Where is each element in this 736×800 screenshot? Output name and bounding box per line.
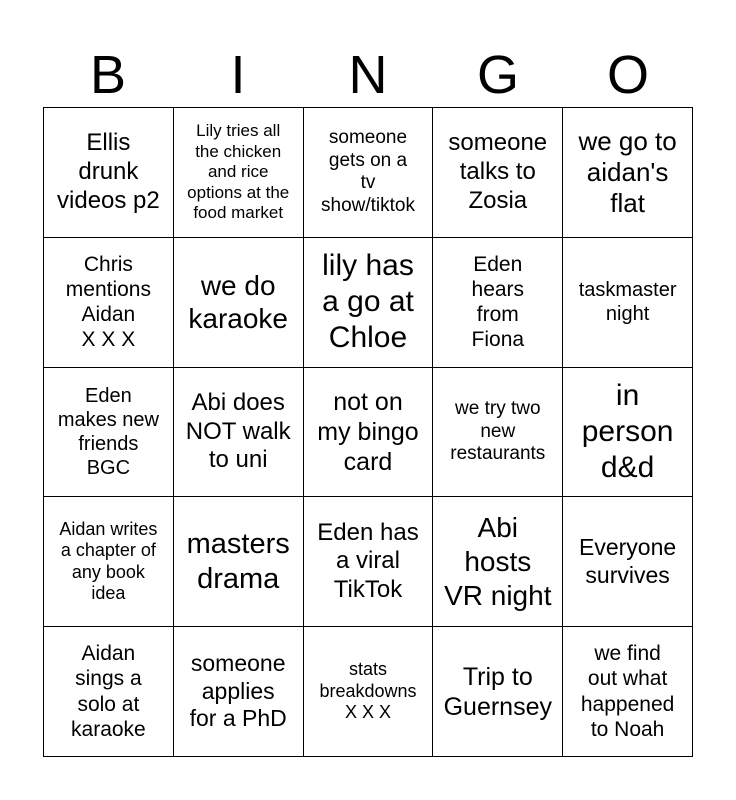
bingo-cell-text: someone applies for a PhD — [189, 650, 287, 732]
bingo-cell-text: Eden makes new friends BGC — [57, 384, 159, 479]
bingo-cell[interactable] — [44, 238, 174, 368]
bingo-cell[interactable] — [44, 497, 174, 627]
bingo-cell-text: we try two new restaurants — [450, 397, 546, 465]
bingo-cell[interactable] — [563, 627, 693, 757]
header-letter-n: N — [348, 45, 388, 105]
bingo-cell[interactable] — [44, 368, 174, 498]
bingo-cell[interactable] — [44, 627, 174, 757]
bingo-cell-text: Eden hears from Fiona — [471, 252, 525, 352]
bingo-cell-text: we go to aidan's flat — [578, 125, 677, 218]
bingo-cell[interactable] — [433, 627, 563, 757]
bingo-cell-text: someone talks to Zosia — [448, 129, 548, 214]
bingo-card-grid — [43, 107, 693, 757]
bingo-cell-text: Chris mentions Aidan X X X — [65, 252, 151, 352]
bingo-cell-text: not on my bingo card — [317, 387, 419, 476]
bingo-cell-text: Lily tries all the chicken and rice options at the food market — [187, 121, 290, 222]
header-letter-g: G — [476, 45, 519, 105]
header-letter-i: I — [230, 45, 246, 105]
bingo-cell-text: stats breakdowns X X X — [319, 659, 417, 723]
bingo-cell[interactable] — [433, 108, 563, 238]
bingo-cell-text: Abi hosts VR night — [444, 512, 552, 611]
bingo-cell[interactable] — [563, 497, 693, 627]
bingo-cell[interactable] — [563, 368, 693, 498]
bingo-cell-text: we do karaoke — [188, 269, 288, 335]
bingo-cell[interactable] — [563, 238, 693, 368]
bingo-cell[interactable] — [174, 627, 304, 757]
bingo-cell[interactable] — [44, 108, 174, 238]
bingo-cell[interactable] — [304, 497, 434, 627]
bingo-cell-text: Abi does NOT walk to uni — [185, 388, 291, 474]
bingo-cell[interactable] — [304, 108, 434, 238]
bingo-cell[interactable] — [433, 368, 563, 498]
bingo-cell[interactable] — [433, 238, 563, 368]
bingo-cell[interactable] — [563, 108, 693, 238]
bingo-cell[interactable] — [174, 497, 304, 627]
bingo-cell-text: Aidan writes a chapter of any book idea — [59, 518, 158, 604]
header-letter-b: B — [89, 45, 127, 105]
bingo-cell-text: masters drama — [186, 527, 290, 595]
bingo-cell-text: we find out what happened to Noah — [580, 642, 675, 741]
bingo-cell-text: Ellis drunk videos p2 — [57, 129, 160, 214]
bingo-cell-text: Trip to Guernsey — [443, 662, 552, 721]
header-letter-o: O — [606, 45, 649, 105]
bingo-cell-text: Everyone survives — [579, 534, 677, 588]
bingo-cell[interactable] — [174, 368, 304, 498]
bingo-cell[interactable] — [174, 238, 304, 368]
bingo-cell-text: someone gets on a tv show/tiktok — [321, 126, 415, 217]
bingo-cell-text: Aidan sings a solo at karaoke — [71, 642, 146, 741]
bingo-cell-text: lily has a go at Chloe — [322, 249, 414, 355]
bingo-cell-text: in person d&d — [581, 378, 674, 484]
bingo-header — [43, 44, 693, 106]
bingo-cell-text: Eden has a viral TikTok — [317, 518, 419, 604]
bingo-cell[interactable] — [304, 368, 434, 498]
bingo-cell-text: taskmaster night — [578, 279, 677, 326]
bingo-cell[interactable] — [433, 497, 563, 627]
bingo-cell[interactable] — [304, 238, 434, 368]
bingo-cell[interactable] — [174, 108, 304, 238]
bingo-cell[interactable] — [304, 627, 434, 757]
